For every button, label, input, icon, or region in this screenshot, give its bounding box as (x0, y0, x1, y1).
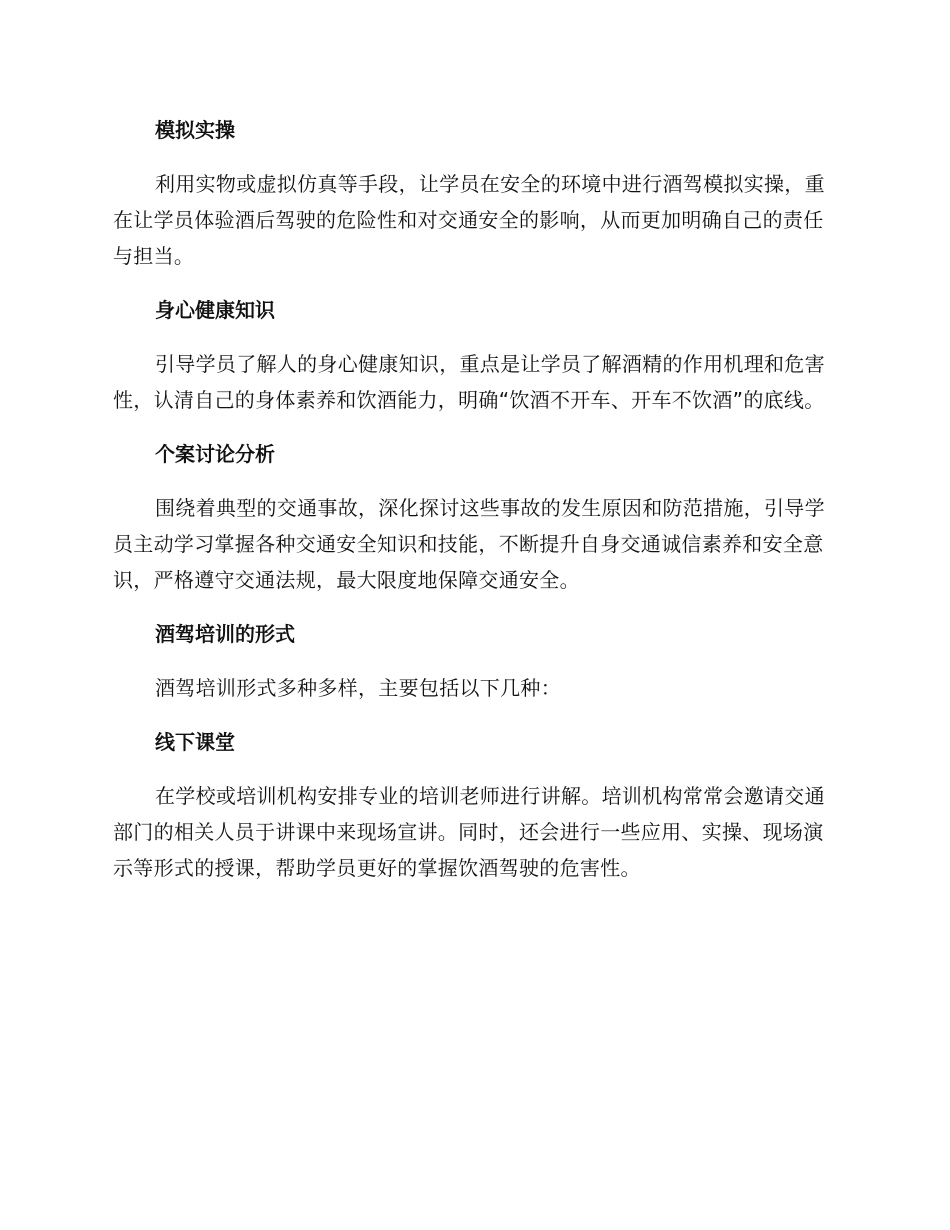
section-paragraph-case-study: 围绕着典型的交通事故，深化探讨这些事故的发生原因和防范措施，引导学员主动学习掌握各种交通安全知识和技能，不断提升自身交通诚信素养和安全意识，严格遵守交通法规，最大限度地保障交通安全。 (113, 496, 825, 592)
section-paragraph-offline-class: 在学校或培训机构安排专业的培训老师进行讲解。培训机构常常会邀请交通部门的相关人员于讲课中来现场宣讲。同时，还会进行一些应用、实操、现场演示等形式的授课，帮助学员更好的掌握饮酒驾驶的危害性。 (113, 784, 825, 880)
document-body (113, 112, 833, 904)
section-paragraph-training-forms: 酒驾培训形式多种多样，主要包括以下几种： (155, 676, 561, 700)
section-paragraph-health: 引导学员了解人的身心健康知识，重点是让学员了解酒精的作用机理和危害性，认清自己的身体素养和饮酒能力，明确“饮酒不开车、开车不饮酒”的底线。 (113, 352, 825, 412)
section-heading-offline-class: 线下课堂 (155, 730, 235, 754)
section-heading-health: 身心健康知识 (155, 298, 275, 322)
section-heading-case-study: 个案讨论分析 (155, 442, 275, 466)
section-paragraph-simulation: 利用实物或虚拟仿真等手段，让学员在安全的环境中进行酒驾模拟实操，重在让学员体验酒后驾驶的危险性和对交通安全的影响，从而更加明确自己的责任与担当。 (113, 172, 825, 268)
section-heading-simulation: 模拟实操 (155, 118, 235, 142)
section-heading-training-forms: 酒驾培训的形式 (155, 622, 295, 646)
